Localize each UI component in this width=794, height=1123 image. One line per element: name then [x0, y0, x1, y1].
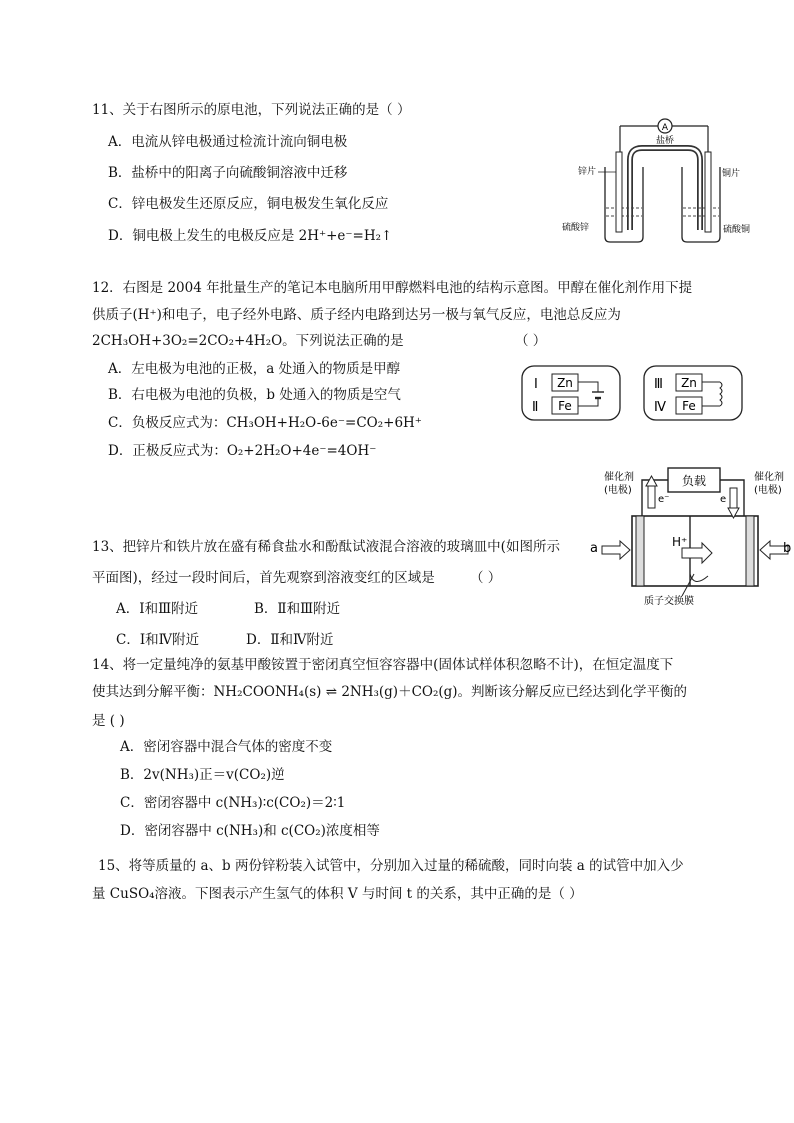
q13-option-b: B．Ⅱ和Ⅲ附近	[254, 601, 341, 617]
inlet-b-label: b	[783, 541, 792, 556]
q13-zn-fe-figure	[520, 362, 750, 424]
salt-bridge-label: 盐桥	[655, 136, 675, 146]
load-label: 负载	[681, 474, 707, 488]
fe-label-left: Fe	[558, 399, 572, 413]
copper-sulfate-label: 硫酸铜	[723, 225, 751, 235]
q12-stem-line3: 2CH₃OH+3O₂=2CO₂+4H₂O。下列说法正确的是	[92, 333, 404, 349]
resistor-coil	[720, 382, 722, 406]
q11-option-b: B．盐桥中的阳离子向硫酸铜溶液中迁移	[108, 165, 348, 181]
label-IV: Ⅳ	[654, 400, 666, 415]
q13-option-d: D．Ⅱ和Ⅳ附近	[246, 632, 334, 648]
inlet-a-arrow-icon	[602, 541, 630, 559]
electron-left-label: e⁻	[658, 494, 670, 505]
q13-stem-line1: 13、把锌片和铁片放在盛有稀食盐水和酚酞试液混合溶液的玻璃皿中(如图所示	[92, 539, 560, 555]
ammeter-label: A	[661, 123, 669, 133]
right-electrode	[746, 516, 754, 586]
catalyst-right-label: 催化剂	[754, 472, 784, 483]
q12-option-b: B．右电极为电池的负极，b 处通入的物质是空气	[108, 387, 401, 403]
left-beaker	[605, 167, 643, 242]
q12-stem-line2: 供质子(H⁺)和电子，电子经外电路、质子经内电路到达另一极与氧气反应，电池总反应为	[92, 307, 621, 323]
catalyst-left-label: 催化剂	[604, 472, 634, 483]
membrane-label: 质子交换膜	[644, 596, 694, 607]
q12-answer-paren: （ ）	[515, 333, 547, 349]
proton-label: H⁺	[672, 535, 688, 549]
q14-stem-line3: 是 ( )	[92, 713, 125, 729]
q11-galvanic-cell-figure	[560, 112, 751, 252]
zn-label-left: Zn	[557, 376, 573, 390]
zn-label-right: Zn	[681, 376, 697, 390]
q12-option-d: D．正极反应式为：O₂+2H₂O+4e⁻=4OH⁻	[108, 443, 377, 459]
label-II: Ⅱ	[532, 400, 539, 415]
q11-stem: 11、关于右图所示的原电池，下列说法正确的是（ ）	[92, 102, 411, 118]
q15-stem-line2: 量 CuSO₄溶液。下图表示产生氢气的体积 V 与时间 t 的关系，其中正确的是（ ）	[92, 886, 583, 902]
q11-option-c: C．锌电极发生还原反应，铜电极发生氧化反应	[108, 196, 389, 212]
label-I: Ⅰ	[534, 377, 538, 392]
electron-right-label: e	[720, 494, 727, 505]
q12-option-c: C．负极反应式为：CH₃OH+H₂O-6e⁻=CO₂+6H⁺	[108, 415, 422, 431]
q14-stem-line2: 使其达到分解平衡：NH₂COONH₄(s) ⇌ 2NH₃(g)＋CO₂(g)。判断该分解反应已经达到化学平衡的	[92, 684, 688, 700]
q13-option-c: C．Ⅰ和Ⅳ附近	[116, 632, 200, 648]
q12-stem-line1: 12．右图是 2004 年批量生产的笔记本电脑所用甲醇燃料电池的结构示意图。甲醇在催化剂作用下提	[92, 280, 693, 296]
left-electrode	[636, 516, 644, 586]
q15-stem-line1: 15、将等质量的 a、b 两份锌粉装入试管中，分别加入过量的稀硫酸，同时向装 a 的试管中加入少	[98, 858, 684, 874]
label-III: Ⅲ	[654, 377, 663, 392]
q14-option-a: A．密闭容器中混合气体的密度不变	[120, 739, 333, 755]
q14-option-d: D．密闭容器中 c(NH₃)和 c(CO₂)浓度相等	[120, 823, 380, 839]
copper-label: 铜片	[722, 169, 741, 179]
fe-label-right: Fe	[682, 399, 696, 413]
zinc-sulfate-label: 硫酸锌	[562, 223, 590, 233]
q11-option-a: A．电流从锌电极通过检流计流向铜电极	[108, 134, 348, 150]
q12-fuel-cell-figure	[582, 462, 794, 610]
electrode-right-label: (电极)	[754, 485, 782, 496]
q14-option-b: B．2v(NH₃)正＝v(CO₂)逆	[120, 767, 285, 783]
q14-stem-line1: 14、将一定量纯净的氨基甲酸铵置于密闭真空恒容容器中(固体试样体积忽略不计)，在恒定温度下	[92, 657, 674, 673]
q11-option-d: D．铜电极上发生的电极反应是 2H⁺+e⁻=H₂↑	[108, 228, 393, 244]
zinc-label: 锌片	[578, 167, 597, 177]
electrode-left-label: (电极)	[604, 485, 632, 496]
q14-option-c: C．密闭容器中 c(NH₃)∶c(CO₂)＝2∶1	[120, 795, 346, 811]
inlet-a-label: a	[590, 541, 598, 556]
salt-bridge-tube	[630, 148, 700, 230]
copper-electrode	[705, 152, 711, 232]
q13-answer-paren: （ ）	[470, 570, 502, 586]
q13-option-a: A．Ⅰ和Ⅲ附近	[116, 601, 199, 617]
q13-stem-line2: 平面图)，经过一段时间后，首先观察到溶液变红的区域是	[92, 570, 435, 586]
electron-arrow-up-icon	[646, 476, 657, 486]
zinc-electrode	[616, 152, 622, 232]
q12-option-a: A．左电极为电池的正极，a 处通入的物质是甲醇	[108, 361, 401, 377]
